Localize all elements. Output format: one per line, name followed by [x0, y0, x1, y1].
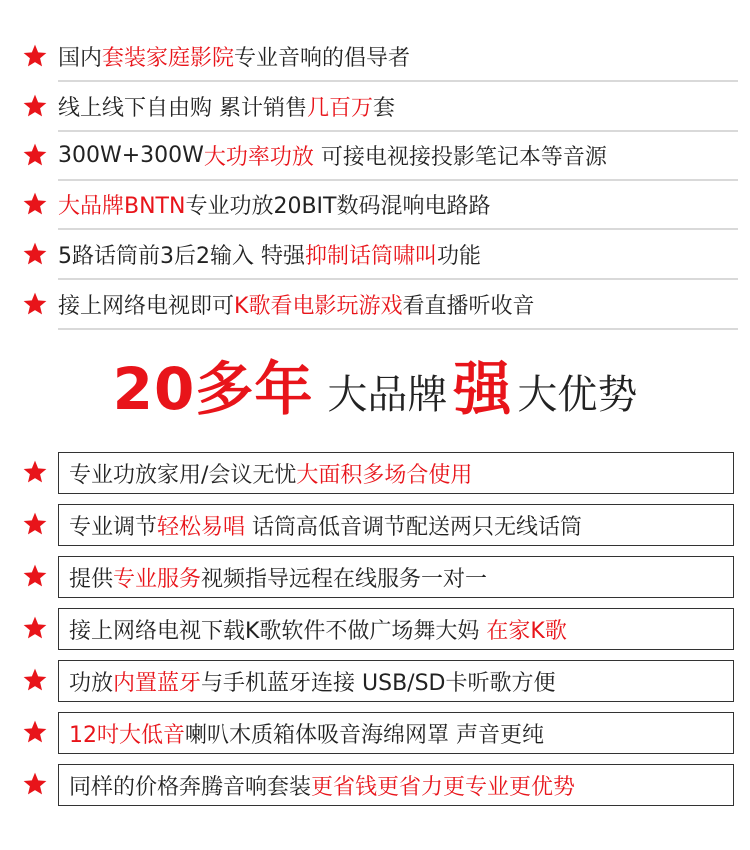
- star-icon: [22, 511, 48, 537]
- highlight-text: 轻松易唱: [157, 514, 246, 540]
- feature-text: 接上网络电视下载K歌软件不做广场舞大妈: [69, 618, 487, 644]
- star-icon: [22, 142, 48, 168]
- star-icon: [22, 615, 48, 641]
- feature-text: 专业功放20BIT数码混响电路路: [185, 193, 491, 219]
- highlight-text: K歌看电影玩游戏: [234, 293, 403, 319]
- feature-text: 线上线下自由购 累计销售: [58, 95, 307, 121]
- feature-text: 接上网络电视即可: [58, 293, 235, 319]
- star-icon: [22, 43, 48, 69]
- feature-text: 提供: [69, 566, 114, 592]
- feature-text: 与手机蓝牙连接 USB/SD卡听歌方便: [201, 670, 556, 696]
- bottom-feature-item: [58, 608, 734, 650]
- feature-text: 300W+300W: [58, 142, 204, 168]
- top-feature-item: [58, 82, 738, 132]
- highlight-text: 专业服务: [113, 566, 202, 592]
- bottom-feature-item: [58, 504, 734, 546]
- top-feature-item: [58, 180, 738, 230]
- highlight-text: 更省钱更省力更专业更优势: [311, 774, 576, 800]
- star-icon: [22, 241, 48, 267]
- top-feature-item: [58, 131, 738, 181]
- bottom-feature-item: [58, 452, 734, 494]
- bottom-feature-item: [58, 660, 734, 702]
- headline-advantage: 大优势: [517, 372, 638, 418]
- highlight-text: 大品牌BNTN: [58, 193, 186, 219]
- headline-years: 20多年: [112, 355, 314, 423]
- star-icon: [22, 667, 48, 693]
- star-icon: [22, 459, 48, 485]
- highlight-text: 内置蓝牙: [113, 670, 202, 696]
- bottom-feature-item: [58, 556, 734, 598]
- feature-text: 专业调节: [69, 514, 158, 540]
- star-icon: [22, 291, 48, 317]
- bottom-feature-item: [58, 712, 734, 754]
- headline-strong: 强: [453, 355, 512, 423]
- highlight-text: 几百万: [307, 95, 374, 121]
- feature-text: 套: [373, 95, 396, 121]
- headline-brand: 大品牌: [327, 372, 448, 418]
- highlight-text: 在家K歌: [486, 618, 567, 644]
- feature-text: 喇叭木质箱体吸音海绵网罩 声音更纯: [185, 722, 544, 748]
- star-icon: [22, 719, 48, 745]
- feature-text: 同样的价格奔腾音响套装: [69, 774, 312, 800]
- feature-text: 专业功放家用/会议无忧: [69, 462, 297, 488]
- top-feature-item: [58, 230, 738, 280]
- feature-text: 国内: [58, 45, 103, 71]
- star-icon: [22, 771, 48, 797]
- highlight-text: 抑制话筒啸叫: [305, 243, 438, 269]
- feature-text: 功能: [437, 243, 482, 269]
- highlight-text: 大功率功放: [203, 144, 314, 170]
- feature-text: 功放: [69, 670, 114, 696]
- bottom-feature-item: [58, 764, 734, 806]
- highlight-text: 12吋大低音: [69, 722, 185, 748]
- headline: [0, 356, 750, 426]
- highlight-text: 大面积多场合使用: [296, 462, 473, 488]
- star-icon: [22, 93, 48, 119]
- star-icon: [22, 563, 48, 589]
- top-feature-item: [58, 280, 738, 330]
- star-icon: [22, 191, 48, 217]
- feature-text: 看直播听收音: [402, 293, 535, 319]
- highlight-text: 套装家庭影院: [102, 45, 235, 71]
- top-feature-item: [58, 32, 738, 82]
- feature-text: 话筒高低音调节配送两只无线话筒: [245, 514, 583, 540]
- feature-text: 视频指导远程在线服务一对一: [201, 566, 488, 592]
- feature-text: 5路话筒前3后2输入 特强: [58, 243, 305, 269]
- feature-text: 可接电视接投影笔记本等音源: [313, 144, 607, 170]
- feature-text: 专业音响的倡导者: [234, 45, 411, 71]
